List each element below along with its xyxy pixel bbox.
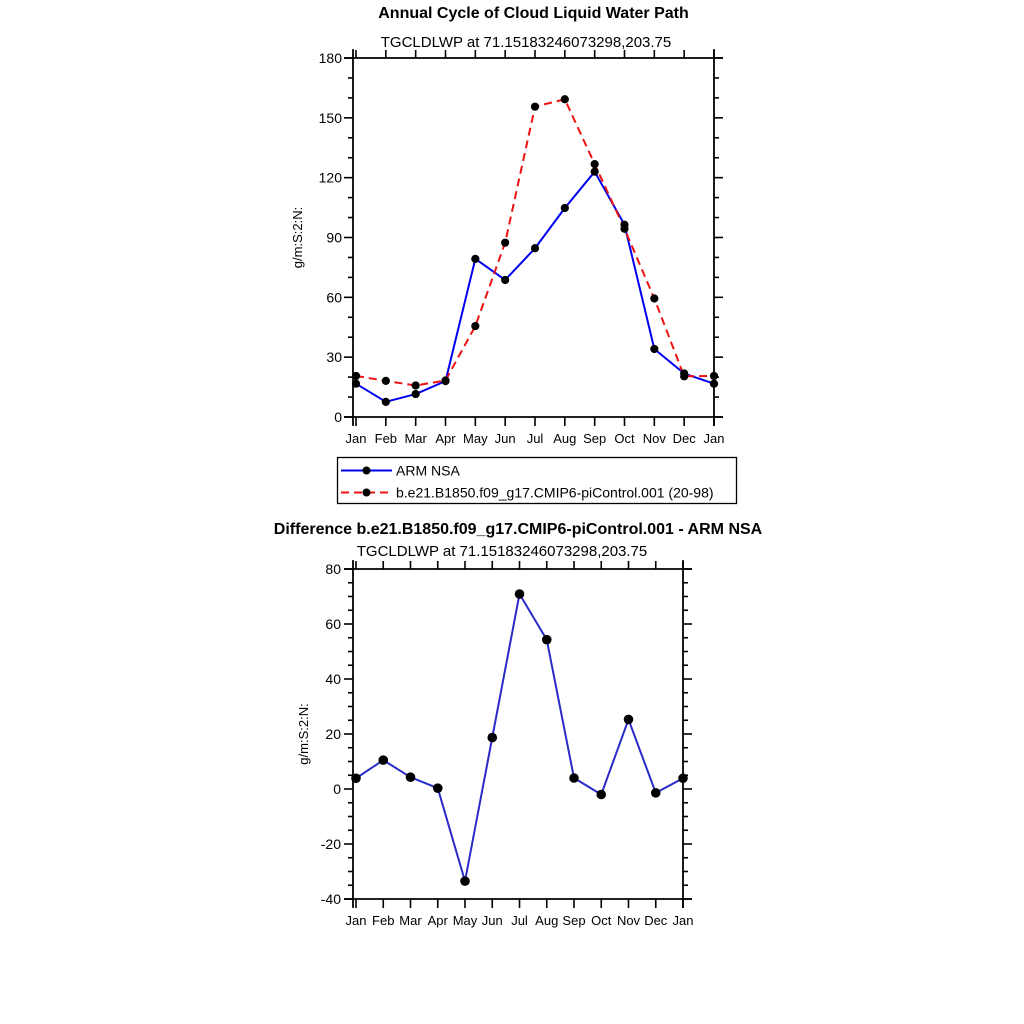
plot-area xyxy=(319,50,725,446)
chart-title: Annual Cycle of Cloud Liquid Water Path xyxy=(378,5,689,22)
legend-marker-dot xyxy=(363,467,371,475)
data-point-marker xyxy=(678,773,688,783)
x-tick-label: Jul xyxy=(511,913,528,928)
y-tick-label: 80 xyxy=(325,561,341,577)
x-tick-label: Aug xyxy=(535,913,559,928)
data-point-marker xyxy=(471,255,479,263)
x-tick-label: Oct xyxy=(614,431,635,446)
y-tick-label: 60 xyxy=(325,616,341,632)
data-point-marker xyxy=(382,377,390,385)
data-point-marker xyxy=(591,168,599,176)
data-point-marker xyxy=(624,715,634,725)
data-point-marker xyxy=(406,772,416,782)
x-tick-label: Jun xyxy=(494,431,516,446)
y-tick-label: 40 xyxy=(325,671,341,687)
data-point-marker xyxy=(569,773,579,783)
y-tick-label: 20 xyxy=(325,726,341,742)
x-tick-label: Jul xyxy=(526,431,544,446)
data-point-marker xyxy=(561,95,569,103)
data-point-marker xyxy=(596,790,606,800)
data-point-marker xyxy=(460,876,470,886)
x-tick-label: Aug xyxy=(553,431,577,446)
data-point-marker xyxy=(650,294,658,302)
data-point-marker xyxy=(620,225,628,233)
x-tick-label: Dec xyxy=(672,431,696,446)
data-point-marker xyxy=(710,380,718,388)
legend-label-model: b.e21.B1850.f09_g17.CMIP6-piControl.001 (20-98) xyxy=(396,484,714,501)
data-point-marker xyxy=(352,380,360,388)
x-tick-label: Apr xyxy=(427,913,448,928)
data-point-marker xyxy=(382,398,390,406)
annual-cycle-chart xyxy=(290,5,724,446)
data-point-marker xyxy=(412,381,420,389)
y-tick-label: 90 xyxy=(326,229,342,246)
x-tick-label: Jan xyxy=(703,431,725,446)
x-tick-label: Jan xyxy=(345,913,367,928)
y-tick-label: 120 xyxy=(318,169,342,186)
x-tick-label: Mar xyxy=(404,431,427,446)
x-tick-label: Nov xyxy=(642,431,666,446)
legend xyxy=(338,458,737,504)
difference-chart xyxy=(274,521,763,928)
x-tick-label: Oct xyxy=(591,913,612,928)
data-point-marker xyxy=(351,773,361,783)
y-tick-label: -20 xyxy=(320,836,341,852)
y-tick-label: -40 xyxy=(320,891,341,907)
legend-marker-dot xyxy=(363,489,371,497)
data-point-marker xyxy=(651,788,661,798)
y-tick-label: 60 xyxy=(326,289,342,306)
x-tick-label: Nov xyxy=(616,913,641,928)
x-tick-label: Jun xyxy=(481,913,503,928)
data-point-marker xyxy=(378,755,388,765)
data-point-marker xyxy=(352,372,360,380)
data-point-marker xyxy=(591,160,599,168)
data-point-marker xyxy=(501,239,509,247)
y-tick-label: 150 xyxy=(318,109,342,126)
series-line-arm-nsa xyxy=(356,172,714,402)
chart-title: Difference b.e21.B1850.f09_g17.CMIP6-piControl.001 - ARM NSA xyxy=(273,521,763,538)
data-point-marker xyxy=(412,390,420,398)
x-tick-label: Jan xyxy=(672,913,694,928)
x-tick-label: Sep xyxy=(562,913,586,928)
chart-subtitle: TGCLDLWP at 71.15183246073298,203.75 xyxy=(356,543,648,560)
series-line-b-e21-b1850-f09-g17-cmip6-picontrol-001-20-98 xyxy=(356,99,714,385)
data-point-marker xyxy=(710,372,718,380)
x-tick-label: Jan xyxy=(345,431,367,446)
data-point-marker xyxy=(680,372,688,380)
x-tick-label: Feb xyxy=(374,431,398,446)
y-tick-label: 0 xyxy=(334,409,342,425)
y-tick-label: 30 xyxy=(326,349,342,366)
legend-label-arm-nsa: ARM NSA xyxy=(396,462,460,479)
y-axis-label: g/m:S:2:N: xyxy=(296,703,311,765)
x-tick-label: Sep xyxy=(583,431,607,446)
y-tick-label: 180 xyxy=(318,50,342,66)
y-axis-label: g/m:S:2:N: xyxy=(290,206,305,269)
x-tick-label: May xyxy=(452,913,478,928)
data-point-marker xyxy=(441,376,449,384)
data-point-marker xyxy=(542,635,552,645)
data-point-marker xyxy=(487,733,497,743)
x-tick-label: Feb xyxy=(372,913,395,928)
x-tick-label: May xyxy=(463,431,488,446)
data-point-marker xyxy=(531,244,539,252)
data-point-marker xyxy=(501,276,509,284)
data-point-marker xyxy=(531,103,539,111)
x-tick-label: Dec xyxy=(644,913,668,928)
data-point-marker xyxy=(433,783,443,793)
x-tick-label: Apr xyxy=(435,431,456,446)
plot-area xyxy=(321,561,694,928)
data-point-marker xyxy=(561,204,569,212)
x-tick-label: Mar xyxy=(399,913,422,928)
data-point-marker xyxy=(471,322,479,330)
series-line-difference xyxy=(356,594,683,881)
data-point-marker xyxy=(650,345,658,353)
chart-subtitle: TGCLDLWP at 71.15183246073298,203.75 xyxy=(380,34,672,51)
data-point-marker xyxy=(515,589,525,599)
y-tick-label: 0 xyxy=(333,781,341,797)
